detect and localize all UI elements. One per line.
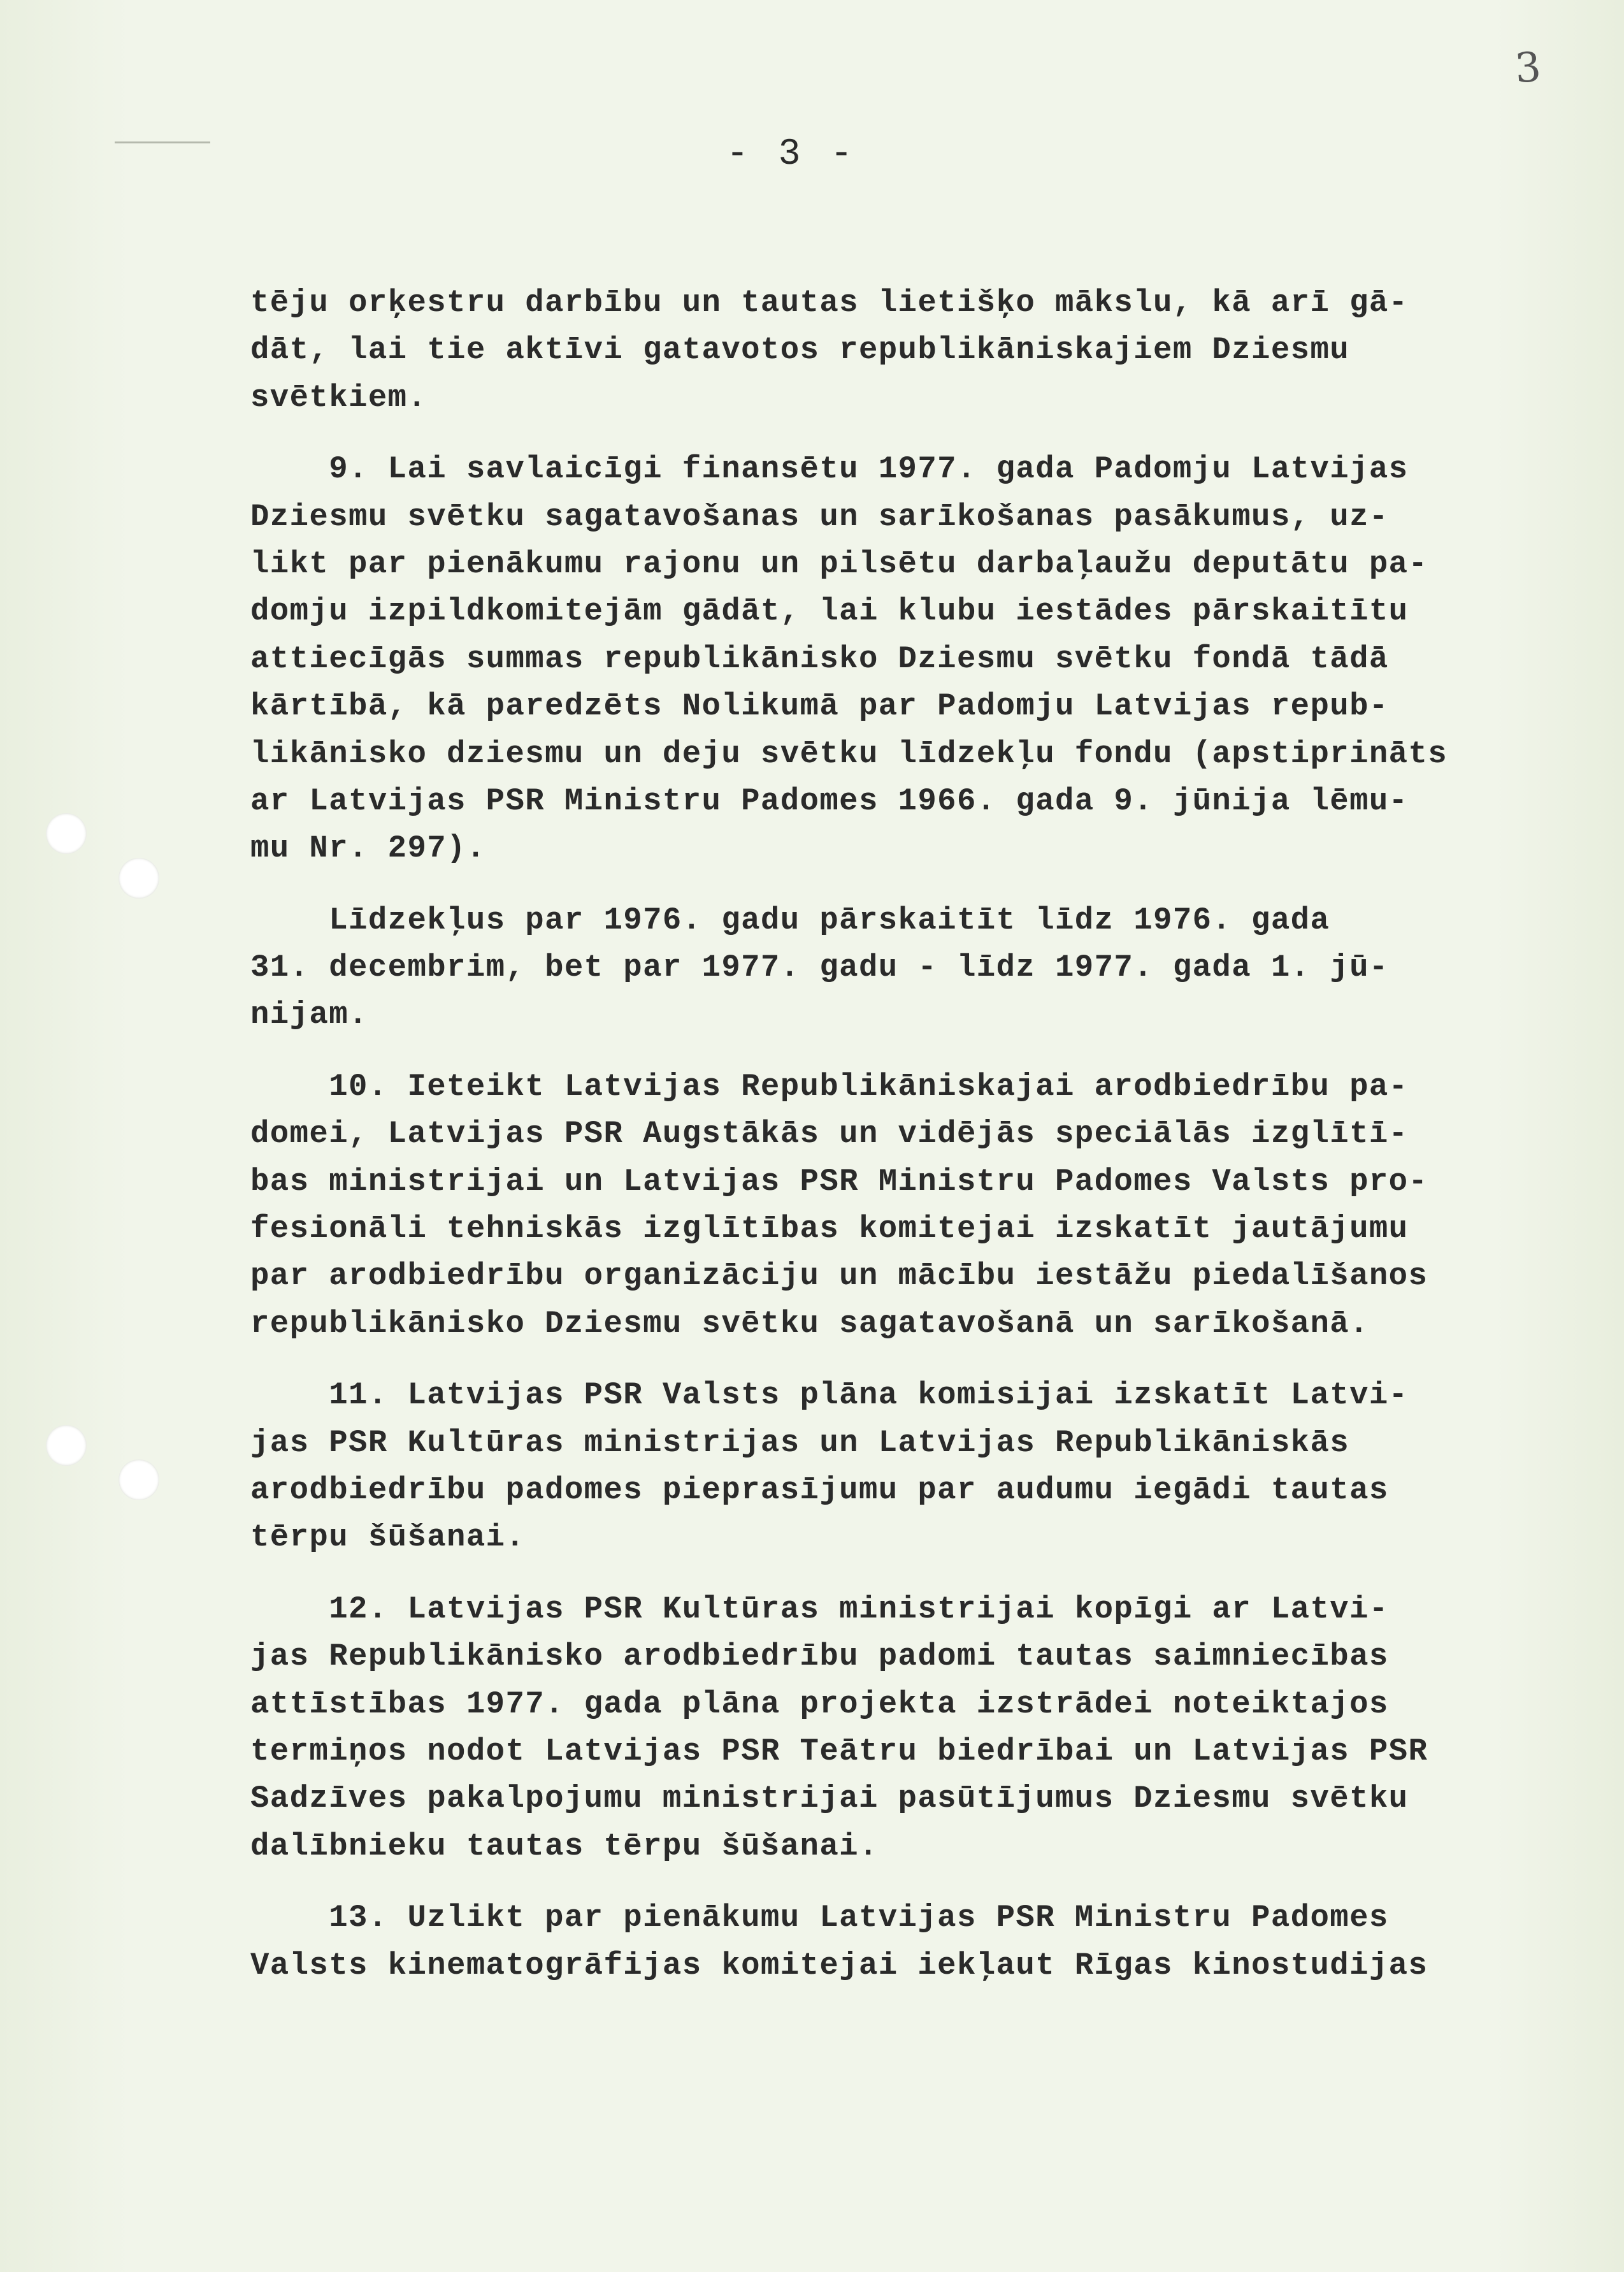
text-line: likānisko dziesmu un deju svētku līdzekļu fondu (apstiprināts: [250, 735, 1448, 772]
paragraph: [250, 897, 1499, 1039]
punch-hole-top: [46, 813, 87, 854]
text-line: 12. Latvijas PSR Kultūras ministrijai kopīgi ar Latvi-: [250, 1591, 1389, 1627]
text-line: arodbiedrību padomes pieprasījumu par audumu iegādi tautas: [250, 1472, 1389, 1508]
text-line: par arodbiedrību organizāciju un mācību iestāžu piedalīšanos: [250, 1258, 1428, 1294]
text-line: 13. Uzlikt par pienākumu Latvijas PSR Ministru Padomes: [250, 1900, 1389, 1936]
paragraph-gap: [250, 872, 1499, 897]
text-line: ar Latvijas PSR Ministru Padomes 1966. gada 9. jūnija lēmu-: [250, 783, 1409, 819]
typed-body-text: [250, 279, 1499, 1989]
text-line: 31. decembrim, bet par 1977. gadu - līdz 1977. gada 1. jū-: [250, 950, 1389, 986]
paragraph-gap: [250, 1870, 1499, 1894]
text-line: nijam.: [250, 997, 368, 1033]
punch-hole-bottom: [119, 1459, 159, 1500]
text-line: jas PSR Kultūras ministrijas un Latvijas Republikāniskās: [250, 1424, 1350, 1461]
text-line: attīstības 1977. gada plāna projekta izstrādei noteiktajos: [250, 1686, 1389, 1722]
text-line: 9. Lai savlaicīgi finansētu 1977. gada Padomju Latvijas: [250, 451, 1409, 488]
text-line: tēju orķestru darbību un tautas lietišķo mākslu, kā arī gā-: [250, 285, 1409, 321]
text-line: termiņos nodot Latvijas PSR Teātru biedrībai un Latvijas PSR: [250, 1733, 1428, 1769]
text-line: 11. Latvijas PSR Valsts plāna komisijai izskatīt Latvi-: [250, 1377, 1409, 1414]
text-line: likt par pienākumu rajonu un pilsētu darbaļaužu deputātu pa-: [250, 546, 1428, 582]
text-line: svētkiem.: [250, 379, 428, 416]
text-line: attiecīgās summas republikānisko Dziesmu svētku fondā tādā: [250, 640, 1389, 677]
handwritten-page-mark: 3: [1513, 43, 1543, 93]
text-line: republikānisko Dziesmu svētku sagatavošanā un sarīkošanā.: [250, 1305, 1369, 1342]
punch-hole-upper: [119, 858, 159, 899]
paragraph: [250, 445, 1499, 872]
text-line: tērpu šūšanai.: [250, 1519, 526, 1556]
paragraph: [250, 1063, 1499, 1347]
text-line: fesionāli tehniskās izglītības komitejai izskatīt jautājumu: [250, 1211, 1409, 1247]
text-line: domju izpildkomitejām gādāt, lai klubu iestādes pārskaitītu: [250, 593, 1409, 630]
paragraph-gap: [250, 1347, 1499, 1371]
text-line: mu Nr. 297).: [250, 830, 486, 867]
text-line: Sadzīves pakalpojumu ministrijai pasūtījumus Dziesmu svētku: [250, 1781, 1409, 1817]
paragraph: [250, 279, 1499, 421]
text-line: dalībnieku tautas tērpu šūšanai.: [250, 1828, 879, 1864]
paragraph: [250, 1586, 1499, 1870]
margin-dash: [115, 141, 210, 143]
text-line: dāt, lai tie aktīvi gatavotos republikāniskajiem Dziesmu: [250, 332, 1350, 368]
text-line: bas ministrijai un Latvijas PSR Ministru Padomes Valsts pro-: [250, 1163, 1428, 1199]
paragraph-gap: [250, 1039, 1499, 1063]
text-line: Dziesmu svētku sagatavošanas un sarīkošanas pasākumus, uz-: [250, 498, 1389, 535]
text-line: Līdzekļus par 1976. gadu pārskaitīt līdz 1976. gada: [250, 902, 1330, 938]
punch-hole-lower: [46, 1425, 87, 1466]
text-line: kārtībā, kā paredzēts Nolikumā par Padomju Latvijas repub-: [250, 688, 1389, 725]
page-number: - 3 -: [726, 134, 857, 175]
paragraph: [250, 1894, 1499, 1989]
text-line: domei, Latvijas PSR Augstākās un vidējās speciālās izglītī-: [250, 1116, 1409, 1152]
text-line: 10. Ieteikt Latvijas Republikāniskajai arodbiedrību pa-: [250, 1068, 1409, 1104]
paragraph-gap: [250, 1561, 1499, 1586]
text-line: Valsts kinematogrāfijas komitejai iekļaut Rīgas kinostudijas: [250, 1947, 1428, 1983]
paragraph: [250, 1371, 1499, 1561]
text-line: jas Republikānisko arodbiedrību padomi tautas saimniecības: [250, 1639, 1389, 1675]
paragraph-gap: [250, 421, 1499, 445]
